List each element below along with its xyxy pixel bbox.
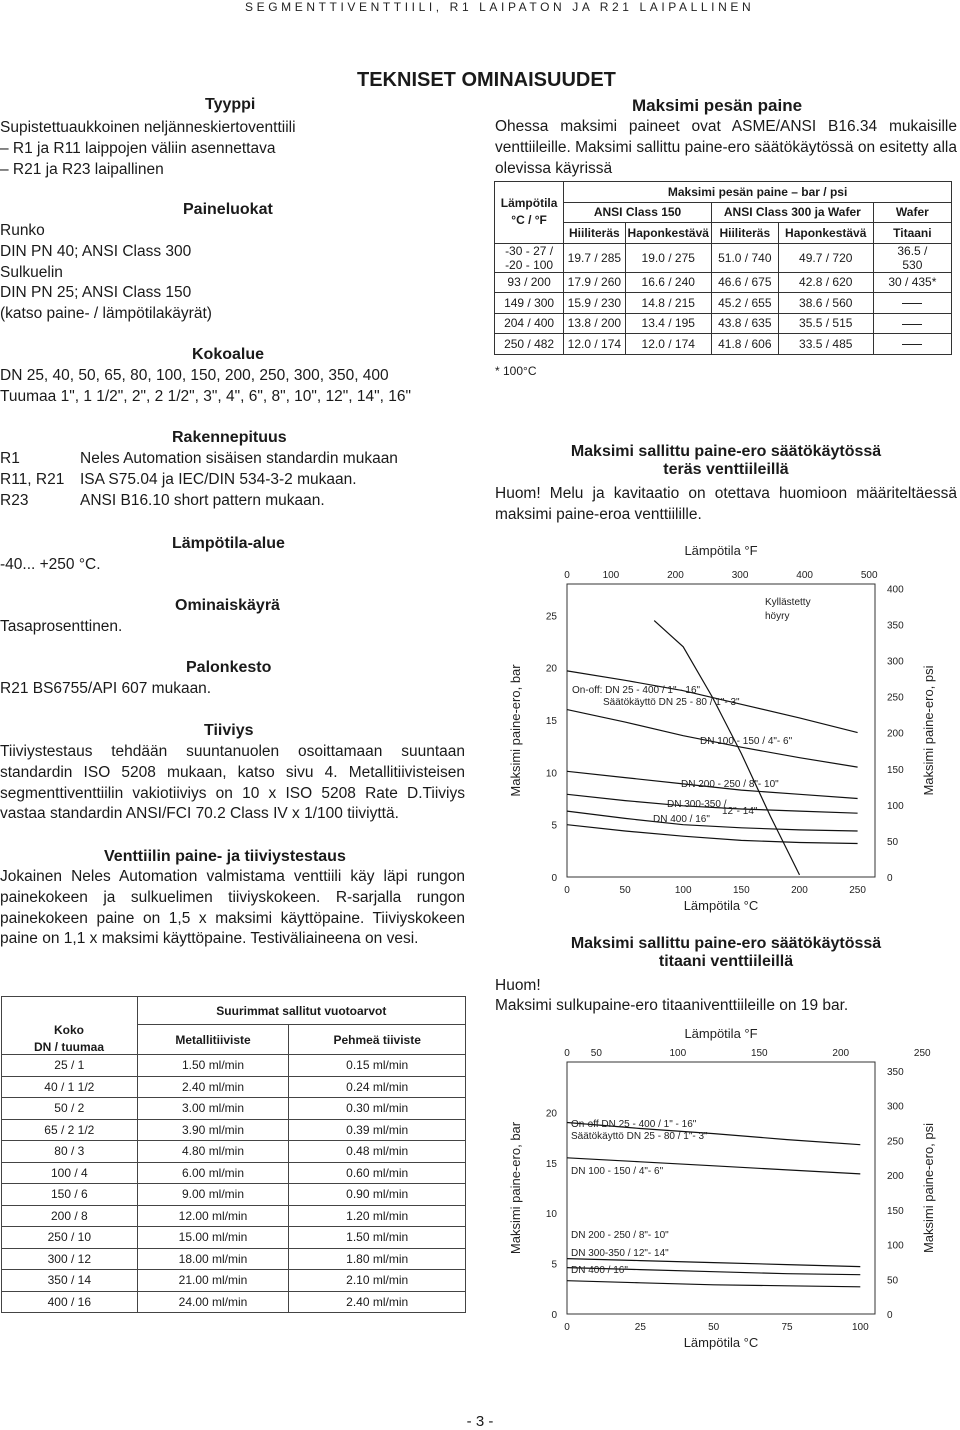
row-value: Neles Automation sisäisen standardin mukaan: [80, 450, 398, 467]
y-tick-label: 10: [545, 768, 557, 780]
x-top-tick-label: 200: [667, 570, 684, 581]
pressure-cell: 49.7 / 720: [778, 243, 873, 272]
y-right-tick-label: 200: [887, 728, 904, 740]
pressure-cell: 17.9 / 260: [564, 272, 625, 293]
y-axis-label: Maksimi paine-ero, bar: [508, 1121, 523, 1255]
chart-annotation: 12"- 14": [722, 806, 758, 817]
rakennepituus-heading: Rakennepituus: [172, 429, 287, 446]
series-line: [567, 1281, 860, 1287]
row-key: R1: [0, 450, 20, 467]
leak-table-title: Suurimmat sallitut vuotoarvot: [137, 997, 465, 1025]
y-right-tick-label: 200: [887, 1171, 904, 1183]
leak-size-cell: 200 / 8: [2, 1205, 138, 1227]
pressure-table-row: [495, 293, 952, 314]
leak-soft-cell: 0.15 ml/min: [289, 1055, 466, 1077]
steel-chart-heading: [495, 443, 957, 479]
row-value: ANSI B16.10 short pattern mukaan.: [80, 491, 325, 509]
leak-metal-cell: 1.50 ml/min: [137, 1055, 289, 1077]
leak-size-cell: 100 / 4: [2, 1162, 138, 1184]
titanium-chart-heading: [495, 935, 957, 971]
leak-soft-cell: 2.40 ml/min: [289, 1291, 466, 1313]
tyyppi-text: [0, 118, 465, 180]
y-tick-label: 25: [545, 611, 557, 623]
chart-annotation: höyry: [765, 611, 790, 622]
leak-soft-cell: 0.24 ml/min: [289, 1076, 466, 1098]
y-tick-label: 5: [551, 820, 557, 832]
x-top-tick-label: 250: [913, 1048, 931, 1059]
leak-soft-cell: 0.30 ml/min: [289, 1098, 466, 1120]
leak-col-size: Koko DN / tuumaa: [33, 1023, 104, 1054]
y-tick-label: 20: [545, 663, 557, 675]
x-tick-label: 25: [634, 1322, 646, 1333]
y-axis-label: Maksimi paine-ero, bar: [508, 664, 523, 797]
x-top-axis-label: Lämpötila °F: [684, 1026, 758, 1041]
x-top-tick-label: 100: [669, 1048, 687, 1059]
chart-annotation: DN 200 - 250 / 8"- 10": [571, 1230, 669, 1241]
y-tick-label: 0: [551, 1310, 557, 1321]
sub-col: Haponkestävä: [625, 223, 711, 244]
leak-table-row: [2, 1076, 466, 1098]
pressure-cell: 19.7 / 285: [564, 243, 625, 272]
x-top-tick-label: 400: [796, 570, 813, 581]
leak-table-row: [2, 1270, 466, 1292]
leak-table-row: [2, 1291, 466, 1313]
series-line: [567, 811, 858, 831]
rakennepituus-list: [0, 449, 465, 511]
y-tick-label: 15: [545, 716, 557, 728]
y-tick-label: 5: [551, 1259, 557, 1271]
venttiilin-testaus-heading: Venttiilin paine- ja tiiviystestaus: [104, 848, 346, 865]
page-number: - 3 -: [466, 1413, 494, 1430]
sub-col: Hiiliteräs: [564, 223, 625, 244]
leak-soft-cell: 0.48 ml/min: [289, 1141, 466, 1163]
leak-size-cell: 50 / 2: [2, 1098, 138, 1120]
tyyppi-line: – R21 ja R23 laipallinen: [0, 160, 164, 178]
row-key: R23: [0, 491, 29, 509]
max-body-pressure-heading: Maksimi pesän paine: [632, 96, 803, 115]
leak-metal-cell: 2.40 ml/min: [137, 1076, 289, 1098]
x-top-tick-label: 500: [860, 570, 878, 581]
pressure-cell: 15.9 / 230: [564, 293, 625, 314]
pressure-cell: [873, 334, 951, 355]
kokoalue-heading: Kokoalue: [192, 346, 265, 363]
pressure-table-row: [495, 272, 952, 293]
page-title: TEKNISET OMINAISUUDET: [357, 69, 616, 91]
pressure-table-row: [495, 243, 952, 272]
chart-annotation: DN 100 - 150 / 4"- 6": [571, 1166, 664, 1177]
pressure-cell: 51.0 / 740: [711, 243, 778, 272]
leak-table-row: [2, 1205, 466, 1227]
x-axis-label: Lämpötila °C: [683, 898, 759, 913]
y-right-tick-label: 100: [887, 800, 904, 812]
dash-mark: [902, 324, 922, 325]
y-right-axis-label: Maksimi paine-ero, psi: [921, 1122, 936, 1254]
titanium-chart-note1: Huom!: [495, 977, 541, 994]
leak-size-cell: 40 / 1 1/2: [2, 1076, 138, 1098]
chart-frame: [567, 1062, 875, 1314]
chart-annotation: Säätökäyttö DN 25 - 80 / 1"- 3": [571, 1131, 708, 1142]
titanium-chart-heading-line1: Maksimi sallittu paine-ero säätökäytössä: [570, 935, 882, 952]
y-right-tick-label: 100: [887, 1240, 904, 1252]
pressure-cell: 149 / 300: [495, 293, 564, 314]
pressure-cell: 19.0 / 275: [625, 243, 711, 272]
leak-size-cell: 300 / 12: [2, 1248, 138, 1270]
tiiviys-heading: Tiiviys: [204, 722, 254, 739]
y-right-tick-label: 400: [887, 584, 904, 596]
pressure-table-row: [495, 313, 952, 334]
dash-mark: [902, 303, 922, 304]
leak-metal-cell: 3.00 ml/min: [137, 1098, 289, 1120]
x-axis-label: Lämpötila °C: [683, 1335, 759, 1350]
leak-metal-cell: 15.00 ml/min: [137, 1227, 289, 1249]
rakennepituus-row: [0, 491, 465, 512]
steel-valve-pressure-chart: [495, 540, 960, 925]
pressure-cell: 33.5 / 485: [778, 334, 873, 355]
col-wafer: Wafer: [873, 202, 951, 223]
y-tick-label: 15: [545, 1158, 557, 1170]
y-right-tick-label: 250: [887, 1136, 904, 1148]
y-right-tick-label: 300: [887, 1101, 904, 1113]
x-tick-label: 200: [791, 885, 808, 896]
steel-chart-heading-line1: Maksimi sallittu paine-ero säätökäytössä: [570, 443, 882, 460]
pressure-cell: 250 / 482: [495, 334, 564, 355]
chart-frame: [567, 584, 875, 877]
col-ansi150: ANSI Class 150: [564, 202, 712, 223]
leak-table-body: [2, 1055, 466, 1313]
x-top-tick-label: 300: [731, 570, 749, 581]
pressure-table-row: [495, 334, 952, 355]
x-tick-label: 100: [674, 885, 692, 896]
x-top-tick-label: 0: [564, 570, 570, 581]
chart-annotation: Kyllästetty: [765, 597, 811, 608]
leak-table-row: [2, 1119, 466, 1141]
leak-size-cell: 65 / 2 1/2: [2, 1119, 138, 1141]
leak-metal-cell: 6.00 ml/min: [137, 1162, 289, 1184]
pressure-cell: 42.8 / 620: [778, 272, 873, 293]
sub-col: Titaani: [873, 223, 951, 244]
pressure-cell: 13.8 / 200: [564, 313, 625, 334]
dash-mark: [902, 344, 922, 345]
x-tick-label: 250: [849, 885, 866, 896]
col-ansi300: ANSI Class 300 ja Wafer: [711, 202, 873, 223]
rakennepituus-row: [0, 470, 465, 491]
leak-metal-cell: 24.00 ml/min: [137, 1291, 289, 1313]
x-top-tick-label: 50: [590, 1048, 602, 1059]
pressure-cell: 36.5 / 530: [873, 243, 951, 272]
leak-table-row: [2, 1184, 466, 1206]
pressure-cell: [873, 293, 951, 314]
y-tick-label: 20: [545, 1108, 557, 1120]
ominaiskayra-text: Tasaprosenttinen.: [0, 618, 123, 635]
pressure-cell: -30 - 27 / -20 - 100: [495, 243, 564, 272]
body-pressure-table: [494, 181, 952, 355]
paineluokat-line: Runko: [0, 222, 45, 239]
x-tick-label: 50: [619, 885, 631, 896]
leak-metal-cell: 9.00 ml/min: [137, 1184, 289, 1206]
y-right-tick-label: 150: [887, 764, 904, 776]
leak-size-cell: 350 / 14: [2, 1270, 138, 1292]
lampotila-alue-heading: Lämpötila-alue: [172, 535, 285, 552]
x-tick-label: 50: [708, 1322, 720, 1333]
col-max-pressure: Maksimi pesän paine – bar / psi: [564, 182, 952, 203]
y-tick-label: 10: [545, 1209, 557, 1221]
y-right-tick-label: 350: [887, 1066, 904, 1078]
lampotila-alue-text: -40... +250 °C.: [0, 556, 101, 573]
paineluokat-line: DIN PN 40; ANSI Class 300: [0, 242, 192, 260]
leak-soft-cell: 0.60 ml/min: [289, 1162, 466, 1184]
pressure-cell: 12.0 / 174: [564, 334, 625, 355]
leak-table-row: [2, 1248, 466, 1270]
pressure-cell: 14.8 / 215: [625, 293, 711, 314]
y-right-tick-label: 0: [887, 873, 893, 884]
steel-chart-note: Huom! Melu ja kavitaatio on otettava huomioon määriteltäessä maksimi paine-eroa venttiilille.: [495, 485, 957, 523]
pressure-cell: 13.4 / 195: [625, 313, 711, 334]
sub-col: Hiiliteräs: [711, 223, 778, 244]
running-header: SEGMENTTIVENTTIILI, R1 LAIPATON JA R21 LAIPALLINEN: [245, 0, 755, 14]
y-right-tick-label: 250: [887, 692, 904, 704]
leak-table-row: [2, 1055, 466, 1077]
x-tick-label: 0: [564, 1322, 570, 1333]
leak-soft-cell: 1.20 ml/min: [289, 1205, 466, 1227]
x-tick-label: 0: [564, 885, 570, 896]
leak-col-metal: Metallitiiviste: [137, 1025, 289, 1055]
chart-annotation: DN 300-350 / 12"- 14": [571, 1248, 669, 1259]
leak-table-row: [2, 1227, 466, 1249]
paineluokat-heading: Paineluokat: [183, 201, 273, 218]
paineluokat-text: [0, 221, 465, 325]
y-right-tick-label: 0: [887, 1310, 893, 1321]
pressure-cell: 46.6 / 675: [711, 272, 778, 293]
leak-metal-cell: 12.00 ml/min: [137, 1205, 289, 1227]
pressure-cell: 93 / 200: [495, 272, 564, 293]
row-key: R11, R21: [0, 470, 65, 488]
x-tick-label: 100: [851, 1322, 869, 1333]
chart-annotation: DN 100 - 150 / 4"- 6": [700, 736, 793, 747]
palonkesto-text: R21 BS6755/API 607 mukaan.: [0, 680, 212, 697]
leak-size-cell: 25 / 1: [2, 1055, 138, 1077]
x-top-tick-label: 100: [602, 570, 620, 581]
x-top-tick-label: 200: [832, 1048, 850, 1059]
venttiilin-testaus-text: Jokainen Neles Automation valmistama venttiili käy läpi rungon painekokeen ja sulkuelimen tiiviyskokeen. R-sarjalla rungon painekokeen paine on 1,5 x maksimi käyttöpaine. Tiiviyskokeen paine on 1,1 x maksimi käyttöpaine. Testiväliaineena on vesi.: [0, 868, 465, 948]
leak-soft-cell: 1.80 ml/min: [289, 1248, 466, 1270]
row-value: ISA S75.04 ja IEC/DIN 534-3-2 mukaan.: [80, 470, 357, 488]
x-tick-label: 75: [781, 1322, 793, 1333]
y-right-axis-label: Maksimi paine-ero, psi: [921, 665, 936, 796]
series-line: [654, 621, 799, 875]
pressure-cell: 30 / 435*: [873, 272, 951, 293]
pressure-cell: 12.0 / 174: [625, 334, 711, 355]
table-footnote: * 100°C: [495, 364, 537, 378]
chart-annotation: DN 400 / 16": [571, 1265, 628, 1276]
rakennepituus-row: [0, 449, 465, 470]
leak-size-cell: 250 / 10: [2, 1227, 138, 1249]
sub-col: Haponkestävä: [778, 223, 873, 244]
kokoalue-text: [0, 366, 465, 408]
leak-size-cell: 150 / 6: [2, 1184, 138, 1206]
series-line: [567, 825, 858, 844]
leak-size-cell: 400 / 16: [2, 1291, 138, 1313]
ominaiskayra-heading: Ominaiskäyrä: [175, 597, 280, 614]
leak-metal-cell: 3.90 ml/min: [137, 1119, 289, 1141]
leak-col-soft: Pehmeä tiiviste: [289, 1025, 466, 1055]
steel-chart-heading-line2: teräs venttiileillä: [663, 461, 789, 478]
titanium-chart-heading-line2: titaani venttiileillä: [658, 953, 794, 970]
leak-metal-cell: 21.00 ml/min: [137, 1270, 289, 1292]
paineluokat-line: DIN PN 25; ANSI Class 150: [0, 284, 192, 302]
x-top-tick-label: 0: [564, 1048, 570, 1059]
pressure-cell: 35.5 / 515: [778, 313, 873, 334]
tyyppi-heading: Tyyppi: [205, 96, 256, 113]
titanium-valve-pressure-chart: [495, 1024, 960, 1374]
chart-annotation: DN 300-350 /: [667, 799, 727, 810]
chart-annotation: Säätökäyttö DN 25 - 80 / 1"- 3": [603, 697, 740, 708]
leak-soft-cell: 1.50 ml/min: [289, 1227, 466, 1249]
pressure-cell: 41.8 / 606: [711, 334, 778, 355]
leak-metal-cell: 18.00 ml/min: [137, 1248, 289, 1270]
pressure-cell: [873, 313, 951, 334]
chart-annotation: On-off: DN 25 - 400 / 1" - 16": [572, 685, 701, 696]
leak-soft-cell: 0.39 ml/min: [289, 1119, 466, 1141]
leak-size-cell: 80 / 3: [2, 1141, 138, 1163]
pressure-cell: 16.6 / 240: [625, 272, 711, 293]
paineluokat-line: (katso paine- / lämpötilakäyrät): [0, 305, 212, 323]
max-body-pressure-text: Ohessa maksimi paineet ovat ASME/ANSI B16.34 mukaisille venttiileille. Maksimi sallittu paine-ero säätökäytössä on esitetty alla olevissa käyrissä: [495, 118, 957, 177]
y-right-tick-label: 50: [887, 836, 899, 848]
leak-table-row: [2, 1162, 466, 1184]
y-right-tick-label: 50: [887, 1275, 899, 1287]
leak-table-row: [2, 1098, 466, 1120]
titanium-chart-note2: Maksimi sulkupaine-ero titaaniventtiileille on 19 bar.: [495, 997, 849, 1014]
y-right-tick-label: 150: [887, 1205, 904, 1217]
pressure-cell: 45.2 / 655: [711, 293, 778, 314]
kokoalue-line: DN 25, 40, 50, 65, 80, 100, 150, 200, 250, 300, 350, 400: [0, 367, 389, 384]
chart-annotation: On-off DN 25 - 400 / 1" - 16": [571, 1119, 697, 1130]
pressure-cell: 38.6 / 560: [778, 293, 873, 314]
y-tick-label: 0: [551, 873, 557, 884]
paineluokat-line: Sulkuelin: [0, 263, 63, 281]
body-pressure-table-body: [495, 243, 952, 354]
leak-soft-cell: 0.90 ml/min: [289, 1184, 466, 1206]
y-right-tick-label: 300: [887, 656, 904, 668]
tyyppi-line: Supistettuaukkoinen neljänneskiertoventtiili: [0, 119, 296, 136]
chart-annotation: DN 200 - 250 / 8"- 10": [681, 779, 779, 790]
col-temperature: Lämpötila °C / °F: [495, 182, 564, 244]
pressure-cell: 43.8 / 635: [711, 313, 778, 334]
x-top-axis-label: Lämpötila °F: [684, 543, 758, 558]
palonkesto-heading: Palonkesto: [186, 659, 272, 676]
chart-annotation: DN 400 / 16": [653, 814, 710, 825]
leak-metal-cell: 4.80 ml/min: [137, 1141, 289, 1163]
pressure-cell: 204 / 400: [495, 313, 564, 334]
tiiviys-text: Tiiviystestaus tehdään suuntanuolen osoittamaan suuntaan standardin ISO 5208 mukaan, katso sivu 4. Metallitiivisteisen segmenttiventtiilin vakiotiiviys on 10 x ISO 5208 Rate D.Tiiviys vastaa standardin ANSI/FCI 70.2 Class IV x 1/100 tiiviyttä.: [0, 743, 465, 823]
x-tick-label: 150: [732, 885, 750, 896]
tyyppi-line: – R1 ja R11 laippojen väliin asennettava: [0, 139, 276, 157]
leak-table-row: [2, 1141, 466, 1163]
kokoalue-line: Tuumaa 1", 1 1/2", 2", 2 1/2", 3", 4", 6", 8", 10", 12", 14", 16": [0, 387, 411, 405]
y-right-tick-label: 350: [887, 620, 904, 632]
leak-soft-cell: 2.10 ml/min: [289, 1270, 466, 1292]
x-top-tick-label: 150: [750, 1048, 768, 1059]
